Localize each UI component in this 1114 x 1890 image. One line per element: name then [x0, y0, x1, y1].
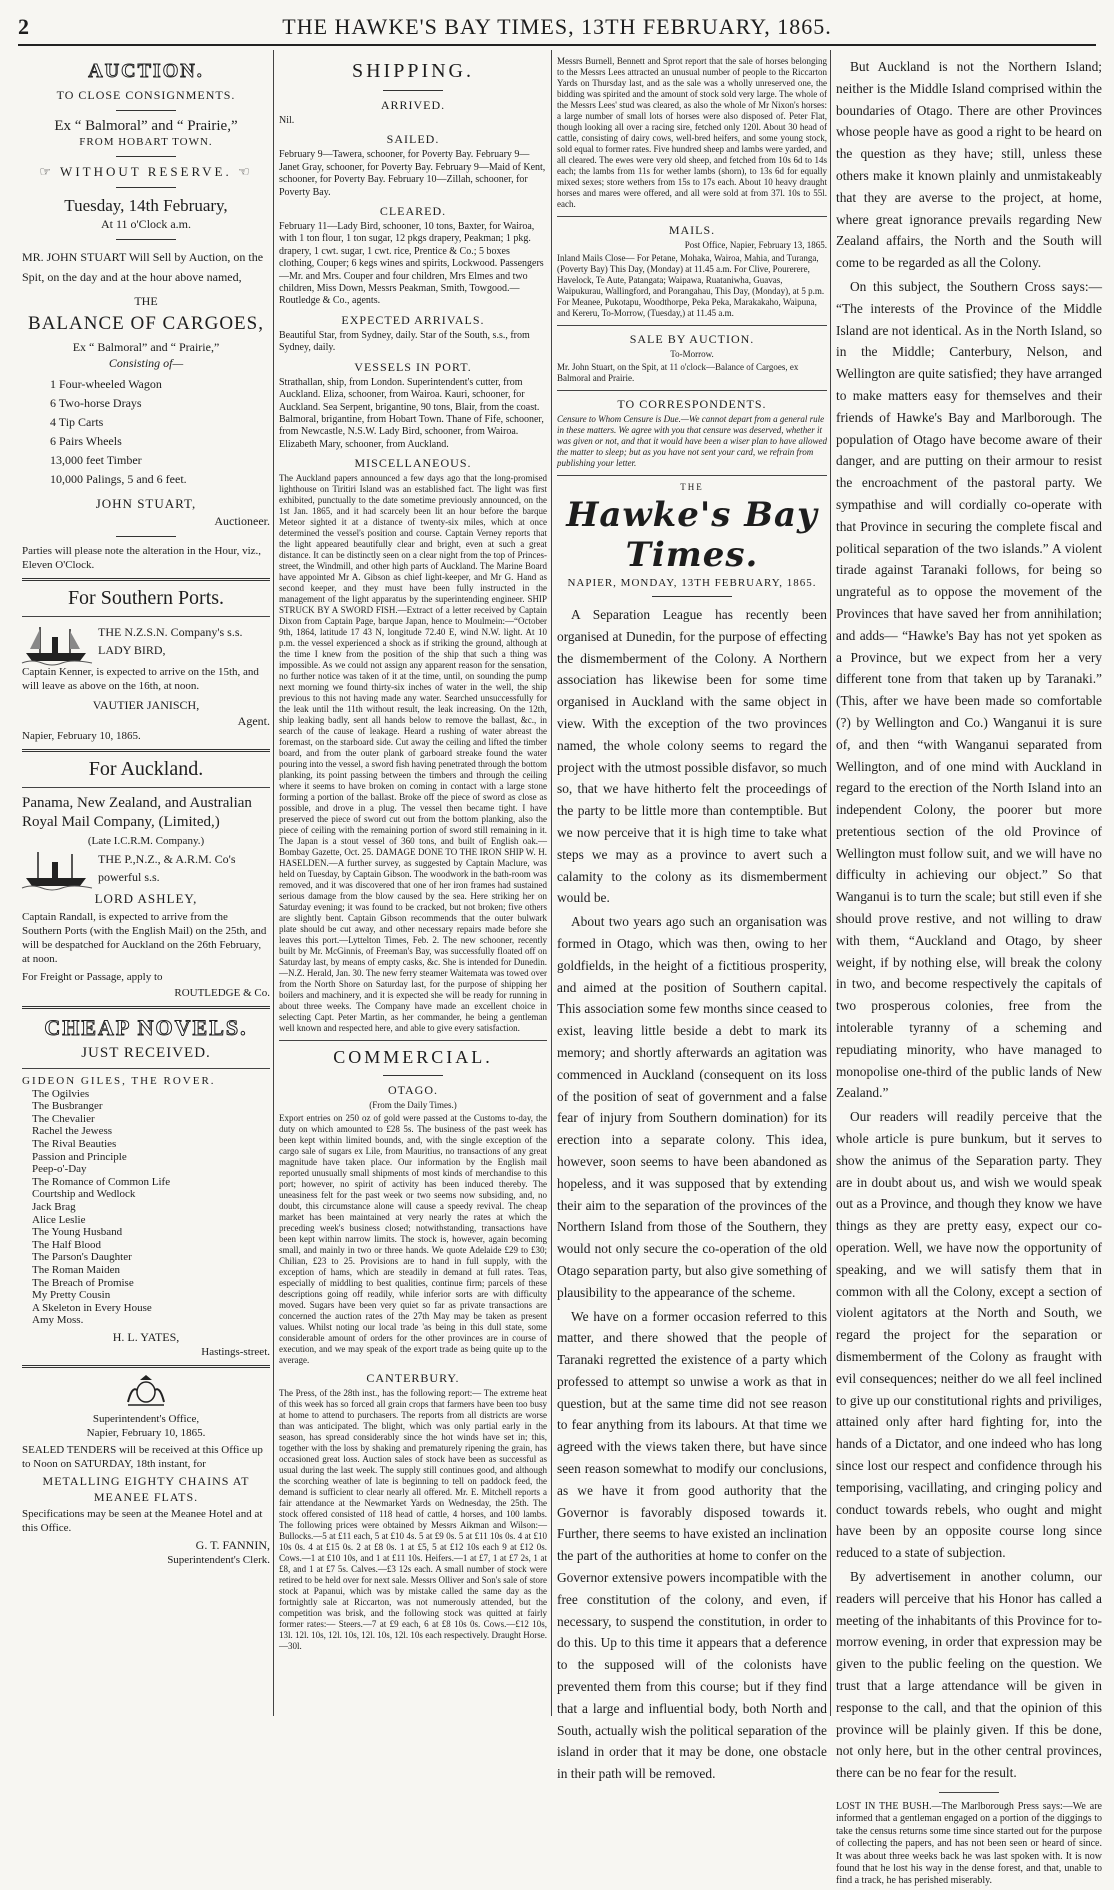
- list-item: Passion and Principle: [32, 1150, 127, 1163]
- editorial-paragraph: A Separation League has recently been organised at Dunedin, for the purpose of effecting the dismemberment of the Colony. A Northern association has likewise been for some time organised in Auckland with the same object in view. With the exception of the two provinces named, the whole colony seems to regard the project with the utmost possible disfavor, so much so, that we have hitherto felt the proceedings of the party to be little more than contemptible. But we now perceive that it is high time to take what steps we may as a province to avert such a calamity to the colony as its dismemberment would be.: [557, 607, 827, 906]
- consisting: Consisting of—: [108, 356, 184, 370]
- newspaper-nameplate: Hawke's Bay Times.: [566, 495, 818, 575]
- cleared-heading: CLEARED.: [379, 204, 447, 219]
- editorial-paragraph: But Auckland is not the Northern Island; neither is the Middle Island comprised within the boundaries of Otago. There are other Provinces whose people have as good a right to be heard on the question as they have; still, unless these others make it known plainly and unmistakeably that they are averse to the project, at home, where great ignorance prevails regarding New Zealand affairs, the North and the South will come to be regarded as all the Colony.: [836, 59, 1102, 271]
- auckland-body: THE P.,N.Z., & A.R.M. Co's powerful s.s.: [98, 852, 236, 884]
- tenders-name: G. T. FANNIN,: [195, 1537, 270, 1552]
- list-item: The Romance of Common Life: [32, 1175, 171, 1188]
- auction-subheading: TO CLOSE CONSIGNMENTS.: [56, 88, 236, 102]
- list-item: GIDEON GILES, THE ROVER.: [22, 1075, 216, 1087]
- list-item: My Pretty Cousin: [32, 1289, 111, 1302]
- tenders-office: Superintendent's Office,: [92, 1412, 200, 1425]
- port-body: Strathallan, ship, from London. Superintendent's cutter, from Auckland. Eliza, schooner, from Wairoa. Kauri, schooner, for Auckland. Sea Serpent, brigantine, 90 tons, Blair, from the coast. Balmoral, brigantine, from Hobart Town. Thane of Fife, schooner, from Newcastle, N.S.W. Lady Bird, schooner, from Wairoa. Elizabeth Mary, schooner, from Auckland.: [279, 376, 544, 450]
- auction-from: FROM HOBART TOWN.: [79, 136, 213, 148]
- column-rule: [273, 50, 274, 1716]
- novels-seller-address: Hastings-street.: [201, 1345, 270, 1358]
- auction-items: [22, 375, 270, 489]
- mails-body: Inland Mails Close— For Petane, Mohaka, Wairoa, Mahia, and Turanga, (Poverty Bay) This Day, (Monday) at 11.45 a.m. For Clive, Pourerere, Havelock, Te Aute, Patangata; Waipawa, Ruataniwha, Guavas, Waipukurau, Wallingford, and Porangahau, This Day, (Monday), at 5 p.m. For Meanee, Pukotapu, Woodthorpe, Peka Peka, Marakakaho, Waipuna, and Kereru, To-Morrow, (Tuesday,) at 11.45 a.m.: [557, 253, 825, 318]
- list-item: The Young Husband: [32, 1226, 123, 1239]
- nameplate-the: THE: [680, 482, 704, 492]
- without-reserve: ☞ WITHOUT RESERVE. ☜: [39, 164, 253, 179]
- steamship-icon: [22, 623, 92, 665]
- balance-of-cargoes: BALANCE OF CARGOES,: [28, 313, 264, 334]
- list-item: Amy Moss.: [32, 1314, 84, 1327]
- auckland-company: Panama, New Zealand, and Australian Royal Mail Company, (Limited,): [22, 795, 252, 830]
- list-item: The Ogilvies: [32, 1087, 90, 1100]
- masthead: [18, 10, 1096, 46]
- port-heading: VESSELS IN PORT.: [354, 359, 472, 374]
- correspondents-heading: TO CORRESPONDENTS.: [617, 397, 767, 411]
- sailed-body: February 9—Tawera, schooner, for Poverty Bay. February 9—Janet Gray, schooner, for Poverty Bay. February 9—Maid of Kent, schooner, for Poverty Bay. February 10—Zillah, schooner, for Poverty Bay.: [279, 149, 546, 198]
- page-number: 2: [18, 14, 29, 39]
- auckland-captain: Captain Randall, is expected to arrive from the Southern Ports (with the English Mail) on the 25th, and will be despatched for Auckland on the 26th February, at noon.: [22, 911, 267, 965]
- sale-body: Mr. John Stuart, on the Spit, at 11 o'clock—Balance of Cargoes, ex Balmoral and Prairie.: [557, 362, 799, 383]
- auction-body: MR. JOHN STUART Will Sell by Auction, on the Spit, on the day and at the hour above named,: [22, 250, 264, 284]
- expected-body: Beautiful Star, from Sydney, daily. Star of the South, s.s., from Sydney, daily.: [279, 329, 530, 354]
- southern-agent-name: VAUTIER JANISCH,: [92, 698, 200, 712]
- novels-seller: H. L. YATES,: [112, 1329, 180, 1344]
- auctioneer-title: Auctioneer.: [214, 514, 270, 528]
- column-editorial: [836, 54, 1102, 1890]
- tenders-body: SEALED TENDERS will be received at this Office up to Noon on SATURDAY, 18th instant, for: [22, 1443, 263, 1470]
- auckland-heading: For Auckland.: [88, 758, 204, 780]
- list-item: 13,000 feet Timber: [50, 453, 142, 467]
- list-item: The Busbranger: [32, 1100, 103, 1113]
- list-item: The Roman Maiden: [32, 1263, 120, 1276]
- list-item: The Chevalier: [32, 1112, 95, 1125]
- auction-ex: Ex “ Balmoral” and “ Prairie,”: [54, 118, 238, 134]
- column-advertisements: [22, 54, 270, 1567]
- correspondents-body: Censure to Whom Censure is Due.—We cannot depart from a general rule in these matters. We agree with you that censure was deserved, whether it was given or not, and that it would have been a wiser plan to have allowed the matter to sleep; but as you have not sent your card, we refrain from publishing your letter.: [557, 414, 827, 468]
- auction-ex2: Ex “ Balmoral” and “ Prairie,”: [72, 340, 220, 354]
- auction-the: THE: [134, 294, 158, 308]
- sale-when: To-Morrow.: [670, 349, 714, 359]
- tenders-item: METALLING EIGHTY CHAINS AT MEANEE FLATS.: [42, 1473, 250, 1504]
- list-item: Alice Leslie: [32, 1213, 86, 1226]
- tenders-spec: Specifications may be seen at the Meanee Hotel and at this Office.: [22, 1507, 263, 1534]
- column-rule: [551, 50, 552, 1716]
- sailed-heading: SAILED.: [386, 132, 440, 147]
- editorial-date: NAPIER, MONDAY, 13TH FEBRUARY, 1865.: [567, 577, 817, 589]
- editorial-paragraph: By advertisement in another column, our readers will perceive that his Honor has called a meeting of the inhabitants of this Province for to-morrow evening, in order that expression may be given to the public feeling on the question. We trust that a large attendance will be given in response to the call, and that the opinion of this province will be plainly given. If this be done, not only here, but in the other central provinces, there can be no fear for the result.: [836, 1568, 1102, 1781]
- list-item: A Skeleton in Every House: [32, 1301, 152, 1314]
- list-item: The Breach of Promise: [32, 1276, 134, 1289]
- auction-date: Tuesday, 14th February,: [64, 196, 228, 215]
- list-item: The Half Blood: [32, 1238, 102, 1251]
- column-shipping: [279, 54, 547, 1654]
- pointing-hand-icon: ☞: [39, 164, 61, 179]
- steamship-icon: [22, 850, 92, 890]
- shipping-heading: SHIPPING.: [351, 60, 475, 82]
- column-rule: [830, 50, 831, 1716]
- sale-heading: SALE BY AUCTION.: [629, 332, 755, 346]
- arrived-heading: ARRIVED.: [380, 98, 446, 112]
- auckland-freight: For Freight or Passage, apply to: [22, 971, 163, 983]
- arrived-body: Nil.: [279, 115, 295, 126]
- misc-body: The Auckland papers announced a few days ago that the long-promised lighthouse on Tiritiri Island was an established fact. The light was first exhibited, punctually to the date sometime previously announced, on the 1st Jan. 1865, and it had scarcely been lit an hour before the barque Meteor sighted it at a distance of twenty-six miles, which at once determined the vessel's position and course. Captain Verney reports that the light appeared beautifully clear and bright, even at such a great distance. It can be distinctly seen on a clear night from the top of Princes-street, the Windmill, and other high parts of Auckland. The Marine Board have appointed Mr A. Gibson as chief light-keeper, and Mr G. Hand as second keeper, and they must have been fully instructed in the management of the light apparatus by the superintending engineer. SHIP STRUCK BY A SWORD FISH.—Extract of a letter received by Captain Dixon from Captain Page, barque Japan, hence to Moulmein:—“October 9th, 1864, latitude 17 43 N, longitude 72.40 E, wind N.W. light. At 10 p.m. the vessel experienced a shock as if striking the ground, although at the time I knew from the position of the ship that such a thing was impossible. As we could not assign any apparent reason for the sensation, no further notice was taken of it at the time, until, on sounding the pump next morning we found thirty-six inches of water in the well, the ship previous to this not having made any water. Searched unsuccessfully for the leak until the 11th without result, the leak increasing. On the 12th, ship leaking badly, sent all hands below to remove the ballast, &c., in search of the cause of leakage. Heard a rushing of water abreast the foremast, on the starboard side. Cut away the ceiling and lifted the timber board, and from the outer plank of garboard streake found the water pouring into the vessel, a sword fish having penetrated through the bottom planking, its point passing between the timbers and through the ceiling where it seems to have broken on coming in contact with a large stone forming a portion of the ballast. Broke off the piece of sword as close as possible, and drove in a plug. The vessel then became tight. I have preserved the piece of sword cut out from the bottom planking, also the piece of ceiling with the remaining portion of sword still remaining in it. The Japan is a stout vessel of 360 tons, and built of English oak.—Bombay Gazette, Oct. 25. DAMAGE DONE TO THE IRON SHIP W. H. HASELDEN.—A further survey, as suggested by Captain Maclure, was held on Tuesday, by Captain Gibson. The woodwork in the bath-room was removed, and it was discovered that one of her iron frames had sustained serious damage from the blow caused by the sea. Here striking her on Saturday evening; it was found to be cracked, but not broken; five others are slightly bent. Captain Gibson recommends that the outer bulwark plate should be cut away, and other necessary repairs made before she leaves this port.—Lyttelton Times, Feb. 2. The new schooner, recently built by Mr. McGinnis, of Freeman's Bay, was successfully floated off on Saturday last, by means of empty casks, &c. She is intended for Dunedin.—N.Z. Herald, Jan. 30. The new ferry steamer Waitemata was towed over from the North Shore on Saturday last, for the purpose of shipping her boilers and machinery, and it is expected she will be ready for running in about three weeks. The Company have made an excellent choice in selecting Capt. Peter Martin, as her commander, he being a gentleman well known and respected here, and able to give every satisfaction.: [279, 473, 547, 1034]
- mails-office: Post Office, Napier, February 13, 1865.: [684, 240, 827, 250]
- tenders-date: Napier, February 10, 1865.: [86, 1426, 206, 1439]
- auctioneer-name: JOHN STUART,: [95, 496, 197, 511]
- commercial-heading: COMMERCIAL.: [333, 1047, 493, 1068]
- southern-heading: For Southern Ports.: [67, 587, 225, 609]
- auckland-late: (Late I.C.R.M. Company.): [87, 835, 205, 847]
- list-item: Courtship and Wedlock: [32, 1188, 136, 1201]
- list-item: 4 Tip Carts: [50, 415, 104, 429]
- editorial-paragraph: On this subject, the Southern Cross says:— “The interests of the Province of the Middle Island are not identical. As in the North Island, so in the Middle; Canterbury, Nelson, and Wellington are quite satisfied; they have arranged to make matters easy for themselves and their friends of Hawke's Bay and Marlborough. The population of Otago have become aware of their danger, and are putting on their armour to resist the encroachment of the pastoral party. We sympathise and will cordially co-operate with that Province in securing the complete fiscal and political separation of the two islands.” A violent tirade against Taranaki follows, for being so ungrateful as to oppose the movement of the Provinces that have saved her from annihilation; and adds— “Hawke's Bay has not yet spoken as a Province, but we expect from her a very different tone from that taken up by Taranaki.” (This, after we have been made so comfortable (?) by Wellington and Co.) Wanganui it is sure of, and then “with Wanganui separated from Wellington, and of one mind with Auckland in regard to the erection of the North Island into an independent Colony, the poorer but more pretentious section of the old Province of Wellington must follow suit, and we will have no difficulty in achieving our object.” So that Wanganui is to turn the scale; but still even if she should prove restive, and not willing to draw with them, “Auckland and Otago, by sheer weight, if by nothing else, will break the colony in two, and become respectively the capitals of two prosperous colonies, free from the intolerable tyranny of a scheming and repudiating minority, who have managed to monopolise one-third of the public lands of New Zealand.”: [836, 278, 1102, 1101]
- novels-heading: CHEAP NOVELS.: [44, 1015, 248, 1040]
- pointing-hand-icon: ☜: [231, 164, 253, 179]
- editorial-paragraph: Our readers will readily perceive that the whole article is pure bunkum, but it serves to show the animus of the Separation party. They are in doubt about us, and wish we would speak out as a Province, and though they know we have things as they are pretty easy, expect our co-operation. Well, we have now the opportunity of speaking, and we will satisfy them that in common with all the Colony, except a section of violent agitators at the North and South, we regard the project for the separation or dismemberment of the Colony as fraught with evil consequences; neither do we all feel inclined to give up our constitutional rights and priviliges, attained only after hard fighting for, into the hands of a Dictator, and one indeed who has long since lost our respect and confidence through his temporising, vacillating, and cringing policy and conduct towards rebels, who ought and might have been by an opposite course long since reduced to a state of subjection.: [836, 1109, 1102, 1561]
- list-item: Rachel the Jewess: [32, 1125, 113, 1138]
- list-item: 1 Four-wheeled Wagon: [50, 377, 162, 391]
- lost-in-bush: LOST IN THE BUSH.—The Marlborough Press says:—We are informed that a gentleman engaged on a portion of the diggings to take the census returns some time since started out for the purpose of collecting the papers, and has not been seen or heard of since. It was about three weeks back he was last spoken with. It is now found that he lost his way in the dense forest, and that, unable to find a track, he has perished miserably.: [836, 1800, 1102, 1887]
- list-item: 10,000 Palings, 5 and 6 feet.: [50, 472, 187, 486]
- tenders-title: Superintendent's Clerk.: [167, 1553, 270, 1566]
- otago-from: (From the Daily Times.): [369, 1100, 457, 1111]
- auction-note: Parties will please note the alteration in the Hour, viz., Eleven O'Clock.: [22, 545, 262, 571]
- novels-list: [22, 1075, 270, 1327]
- auckland-ship: LORD ASHLEY,: [94, 891, 198, 906]
- auckland-agent: ROUTLEDGE & Co.: [174, 987, 270, 999]
- list-item: Jack Brag: [32, 1200, 76, 1213]
- editorial-paragraph: We have on a former occasion referred to this matter, and there showed that the people of Taranaki regretted the existence of a party which professed to attempt so unwise a work as that in question, but at the same time did not see reason to fear anything from its labours. At that time we agreed with the views taken there, but have since seen reason somewhat to modify our conclusions, as we have it from good authority that the Governor is favorably disposed towards it. Further, there seems to have existed an inclination the part of the authorities at home to confer on the Governor extensive powers incompatible with the free constitution of the colony, and even, if necessary, to suspend the constitution, in order to do this. Up to this time it appears that a deference to the supposed will of the colonists have prevented them from this course; but if they find that a large and influential body, both North and South, actually wish the political separation of the island in order that it may be done, one obstacle in their path will be removed.: [557, 1308, 827, 1782]
- novels-subheading: JUST RECEIVED.: [81, 1045, 211, 1061]
- auction-heading: AUCTION.: [88, 60, 204, 82]
- list-item: Peep-o'-Day: [32, 1163, 87, 1176]
- cleared-body: February 11—Lady Bird, schooner, 10 tons, Baxter, for Wairoa, with 1 ton flour, 1 ton sugar, 12 pkgs drapery, Peakman; 1 pkg. drapery, 1 cwt. sugar, 1 cwt. rice, Prentice & Co.; 5 boxes clothing, Couper; 6 kegs wines and spirits, Lockwood. Passengers—Mr. and Mrs. Couper and four children, Mrs Elmes and two children, Miss Down, Messrs Peakman, Smith, Towgood.—Routledge & Co., agents.: [279, 221, 544, 307]
- list-item: The Rival Beauties: [32, 1137, 117, 1150]
- royal-crest-icon: [124, 1374, 168, 1408]
- southern-captain: Captain Kenner, is expected to arrive on the 15th, and will leave as above on the 16th, at noon.: [22, 666, 259, 692]
- otago-body: Export entries on 250 oz of gold were passed at the Customs to-day, the duty on which amounted to £28 5s. The business of the past week has been kept within limited bounds, and, with the single exception of the cargo sale of sugars ex Lile, from Mauritius, no transactions of any great magnitude have taken place. Our information by the English mail reported unusually small shipments of most kinds of merchandise to this port; however, no spirit of activity has been induced thereby. The uneasiness felt for the past week or two seems now subsiding, and, no doubt, this circumstance alone will cause a speedy revival. The cheap market has been maintained at very nearly the rates at which the preceding week's business closed; notwithstanding, transactions have been kept within narrow limits. The stock is, however, again becoming small, and mainly in two or three hands. We quote Adelaide £29 to £30; Chilian, £23 to 25. Provisions are to hand in full supply, with the exception of hams, which are steadily in demand at full rates. Teas, especially of middling to best qualities, continue firm; parcels of these descriptions going off readily, while inferior sorts are with difficulty moved. Sugars have been very quiet so far as private transactions are concerned the auction rates of the 27th May may be taken as present values. Whilst noting our local trade 'as being in this dull state, some considerable amount of orders for the other provinces are in course of execution, and we may speak of the export trade as being quite up to the average.: [279, 1113, 547, 1366]
- editorial-paragraph: About two years ago such an organisation was formed in Otago, which was then, owing to her goldfields, in the height of a fictitious prosperity, and aimed at the position of Southern capital. This association some few months since ceased to exist, leaving little beside a debt to mark its memory; and shortly afterwards an agitation was commenced in Auckland (consequent on its loss of the position of seat of government and a false fear of injury from Southern domination) for its erection into a separate colony. This idea, however, soon seems to have been abandoned as hopeless, and it was supposed that by extending their aim to the separation of the provinces of the Northern Island from those of the Southern, they would not only secure the co-operation of the old Otago separation party, but also give something of plausibility to the appearance of the scheme.: [557, 914, 827, 1300]
- canterbury-body: The Press, of the 28th inst., has the following report:— The extreme heat of this week has so forced all grain crops that farmers have been too busy at home to attend to purchasers. The reports from all districts are worse than was anticipated. The blight, which was only partial early in the season, has spread considerably since the hot winds have set in; this, together with the loss by shaking and prematurely ripening the grain, has occasioned great loss. Auction sales of stock have been as successful as usual during the last week. The supply still continues good, and although the scorching weather of late is beginning to tell on paddock feed, the demand is sufficient to clear nearly all offered. Mr. E. Mitchell reports a fair attendance at the Newmarket Yards on Wednesday, the 25th. The stock offered consisted of 118 head of cattle, 4 horses, and 100 lambs. The following prices were obtained by Messrs Aikman and Wilson:— Bullocks.—5 at £11 each, 5 at £10 4s. 5 at £9 0s. 5 at £11 10s 0s. 4 at £10 10s 0s. 4 at £15 0s. 2 at £8 0s. 1 at £5, 5 at £12 10s each 9 at £12 0s. Cows.—1 at £10 10s, and 1 at £11 10s. Heifers.—1 at £7, 1 at £7 2s, 1 at £8, and 1 at £7 5s. Calves.—£3 12s each. A small number of stock were retired to be held over for next sale. Messrs Olliver and Son's sale of store stock at Papanui, which was by mistake called the same day as the fortnightly sale at Riccarton, was not numerously attended, but the competition was brisk, and the following stock was quitted at fairly former rates:— Steers.—7 at £9 each, 6 at £8 10s 0s. Cows.—£12 10s, 13l. 12l. 10s, 12l. 10s, 12l. 10s, 12l. 10s each respectively. Draught Horse.—30l.: [279, 1388, 547, 1652]
- southern-body: THE N.Z.S.N. Company's s.s. LADY BIRD,: [98, 625, 243, 657]
- mails-heading: MAILS.: [668, 223, 716, 237]
- southern-date: Napier, February 10, 1865.: [22, 730, 141, 742]
- column-news: [557, 54, 827, 1787]
- riccarton-report: Messrs Burnell, Bennett and Sprot report that the sale of horses belonging to the Messrs Lees attracted an unusual number of people to the Riccarton Yards on Thursday last, and as the sale was a wholly unreserved one, the bidding was spirited and the amount of stock sold very large. The whole of the Messrs Lees' stud was cleared, as also the whole of Mr Nixon's horses: a large number of small lots of horses were also disposed of. Peter Flat, though looking all over a racing sire, fetched only 120l. About 30 head of cattle, consisting of dairy cows, well-bred heifers, and some young stock, sold equal to former rates. Five hundred sheep and lambs were yarded, and all cleared. The ewes were very old sheep, and fetched from 10s 6d to 14s each; the lambs from 11s for wether lambs (shorn), to 13s 6d for equally mixed sexes; store wethers from 15s to 17s each. About 10 heavy draught horses and mares were offered, and all were sold at from 37l. 10s to 55l. each.: [557, 56, 827, 209]
- masthead-title: THE HAWKE'S BAY TIMES, 13TH FEBRUARY, 1865.: [282, 14, 832, 39]
- otago-heading: OTAGO.: [387, 1083, 439, 1098]
- list-item: 6 Pairs Wheels: [50, 434, 122, 448]
- auction-time: At 11 o'Clock a.m.: [100, 217, 192, 231]
- expected-heading: EXPECTED ARRIVALS.: [341, 312, 485, 327]
- canterbury-heading: CANTERBURY.: [366, 1371, 460, 1386]
- list-item: 6 Two-horse Drays: [50, 396, 142, 410]
- list-item: The Parson's Daughter: [32, 1251, 132, 1264]
- southern-agent-title: Agent.: [237, 714, 270, 728]
- misc-heading: MISCELLANEOUS.: [354, 456, 472, 471]
